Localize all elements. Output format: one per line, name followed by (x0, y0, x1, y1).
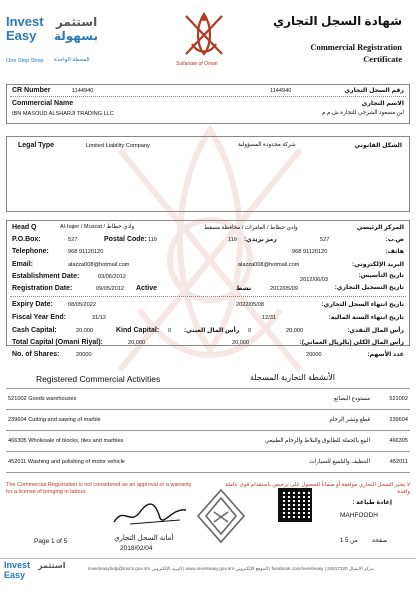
pobox-label-ar: ص.ب: (385, 236, 404, 243)
postal-code-label: Postal Code: (104, 236, 147, 243)
qr-code-icon (278, 488, 312, 522)
footer-contact-line: investeasyhelp@mocs.gov.om البريد الإلكتروني | www.investeasy.gov.om الموقع الإلكتروني | facebook.com/investeasy | 24817220 مركز الاتصال (88, 566, 374, 571)
pobox-label: P.O.Box: (12, 236, 41, 243)
cash-capital-label: Cash Capital: (12, 327, 57, 334)
legal-type-value-ar: شركة محدودة المسؤولية (238, 142, 296, 148)
fiscal-year-value-ar: 12/31 (262, 315, 276, 321)
pobox-value: 527 (68, 237, 78, 243)
kind-capital-value: 0 (168, 328, 172, 334)
shares-value: 20000 (76, 352, 92, 358)
head-office-value-ar: وادي حطاط / العامرات / محافظة مسقط (204, 225, 298, 231)
shares-value-ar: 20000 (306, 352, 322, 358)
registration-date-label-ar: تاريخ التسجيل التجاري: (334, 284, 404, 291)
footer-logo (4, 560, 84, 592)
email-label: Email: (12, 261, 34, 268)
shares-label-ar: عدد الأسهم: (367, 351, 404, 358)
logo-invest: Invest (6, 14, 44, 29)
email-value: alazza008@hotmail.com (68, 262, 130, 268)
head-office-label-ar: المركز الرئيسي (356, 224, 404, 231)
title-ar: شهادة السجل التجاري (273, 14, 402, 28)
expiry-date-label-ar: تاريخ انتهاء السجل التجاري: (321, 301, 404, 308)
activity-code-ar: 466305 (389, 438, 408, 444)
oman-emblem-icon (180, 10, 228, 60)
commercial-name-label: Commercial Name (12, 100, 74, 107)
kind-capital-label-ar: رأس المال العيني: (184, 327, 240, 334)
footer-logo-invest: Invest (4, 560, 31, 570)
page-number-ar: 1 من 5 (340, 538, 358, 544)
reprint-name: MAHFOODH (340, 512, 378, 519)
footer-logo-easy: Easy (4, 570, 26, 580)
activity-row (6, 410, 410, 431)
logo-ar-2: بسهولة (54, 29, 98, 43)
registration-date-value: 09/05/2012 (96, 286, 124, 292)
cr-divider (10, 96, 406, 97)
signature-date: 2018/02/04 (120, 545, 153, 552)
reprint-label-ar: إعادة طباعة : (352, 499, 392, 506)
kind-capital-label: Kind Capital: (116, 327, 160, 334)
telephone-label: Telephone: (12, 248, 49, 255)
cr-number-value-ar: 1144940 (270, 88, 292, 94)
commercial-name-value-ar: ابن مسعود الشرجي للتجارة ش.م.م (321, 110, 404, 116)
activity-en: 452011 Washing and polishing of motor vehicle (8, 459, 125, 465)
total-capital-label-ar: رأس المال الكلي (بالريال العماني): (299, 339, 404, 346)
status-value-ar: نشط (236, 285, 252, 292)
title-en-line2: Certificate (363, 54, 402, 64)
expiry-date-value-ar: 2022/05/08 (236, 302, 264, 308)
details-divider (10, 296, 406, 297)
establishment-date-label-ar: تاريخ التأسيس: (358, 272, 404, 279)
total-capital-value: 20,000 (128, 340, 146, 346)
disclaimer-en: The Commercial Registration is not considered as an approval or a warranty for a license of bringing in labour. (6, 482, 192, 496)
activity-ar: البيع بالجملة للطابوق والبلاط والرخام الطبيعي (264, 438, 370, 444)
footer-bar (0, 558, 416, 559)
activity-ar: التنظيف والتلميع للسيارات (309, 459, 370, 465)
official-stamp-icon (196, 488, 246, 544)
head-office-label: Head Q (12, 224, 37, 231)
status-value: Active (136, 285, 158, 292)
cash-capital-label-ar: رأس المال النقدي: (347, 327, 404, 334)
legal-type-label: Legal Type (18, 142, 55, 149)
secretary-ar: أمانة السجل التجاري (114, 535, 174, 542)
email-value-ar: alazza008@hotmail.com (238, 262, 300, 268)
page-number-en: Page 1 of 5 (34, 538, 68, 545)
title-en-line1: Commercial Registration (310, 42, 402, 52)
cr-number-label-ar: رقم السجل التجاري (344, 87, 404, 94)
logo-ar-1: استثمر (56, 15, 98, 29)
cash-capital-value: 20,000 (76, 328, 94, 334)
activities-title-ar: الأنشطة التجارية المسجلة (250, 373, 336, 382)
footer-logo-ar: استثمر (38, 561, 66, 570)
invest-easy-logo (6, 14, 116, 54)
postal-code-label-ar: رمز بريدي: (244, 236, 277, 243)
fiscal-year-label: Fiscal Year End: (12, 314, 66, 321)
legal-type-value: Limited Liability Company (86, 143, 150, 149)
activity-en: 466305 Wholesale of blocks, tiles and marbles (8, 438, 124, 444)
establishment-date-label: Establishment Date: (12, 273, 80, 280)
kind-capital-value-ar: 0 (248, 328, 252, 334)
activity-en: 521002 Goods warehouses (8, 396, 77, 402)
activity-code-ar: 452011 (389, 459, 408, 465)
commercial-name-label-ar: الاسم التجاري (361, 100, 404, 107)
postal-code-value-ar: 119 (228, 237, 237, 243)
head-office-value: Al-hajer / Muscat / وادي حطاط (60, 224, 135, 230)
page-label-ar: صفحة (372, 538, 388, 544)
telephone-value: 968 91120120 (68, 249, 104, 255)
total-capital-value-ar: 20,000 (232, 340, 250, 346)
telephone-value-ar: 968 91120120 (292, 249, 328, 255)
registration-date-label: Registration Date: (12, 285, 73, 292)
activities-title-en: Registered Commercial Activities (36, 374, 161, 384)
activity-ar: مستودع البضائع (334, 396, 370, 402)
activity-en: 239604 Cutting and sawing of marble (8, 417, 101, 423)
establishment-date-value-ar: 2012/06/03 (300, 277, 328, 283)
activity-code-ar: 239604 (389, 417, 408, 423)
shares-label: No. of Shares: (12, 351, 60, 358)
establishment-date-value: 03/06/2012 (98, 274, 126, 280)
signature-icon (110, 500, 190, 530)
activity-row (6, 389, 410, 410)
cr-number-value: 1144940 (72, 88, 94, 94)
disclaimer-ar: لا يعتبر السجل التجاري موافقة أو ضماناً للحصول على ترخيص باستقدام قوى عاملة وافدة (225, 482, 410, 496)
registration-date-value-ar: 2012/05/09 (270, 286, 298, 292)
commercial-name-value: IBN MASOUD ALSHARJI TRADING LLC (12, 111, 114, 117)
logo-easy: Easy (6, 28, 37, 43)
fiscal-year-value: 31/12 (92, 315, 106, 321)
expiry-date-label: Expiry Date: (12, 301, 53, 308)
legal-type-label-ar: الشكل القانوني (354, 142, 402, 149)
activities-table (6, 388, 410, 472)
activity-code-ar: 521002 (389, 396, 408, 402)
total-capital-label: Total Capital (Omani Riyal): (12, 339, 103, 346)
emblem-caption: Sultanate of Oman (176, 61, 218, 67)
telephone-label-ar: هاتف: (385, 248, 404, 255)
one-stop-shop-ar: المحطة الواحدة (54, 57, 90, 63)
activity-row (6, 431, 410, 452)
postal-code-value: 119 (148, 237, 157, 243)
fiscal-year-label-ar: تاريخ انتهاء السنة المالية: (328, 314, 404, 321)
activity-ar: قطع ونشر الرخام (329, 417, 370, 423)
activity-row (6, 452, 410, 473)
cr-number-label: CR Number (12, 87, 51, 94)
email-label-ar: البريد الإلكتروني: (352, 261, 404, 268)
expiry-date-value: 08/05/2022 (68, 302, 96, 308)
pobox-value-ar: 527 (320, 237, 330, 243)
one-stop-shop-en: One Stop Shop (6, 58, 44, 64)
legal-type-box (6, 136, 410, 212)
cash-capital-value-ar: 20,000 (286, 328, 304, 334)
